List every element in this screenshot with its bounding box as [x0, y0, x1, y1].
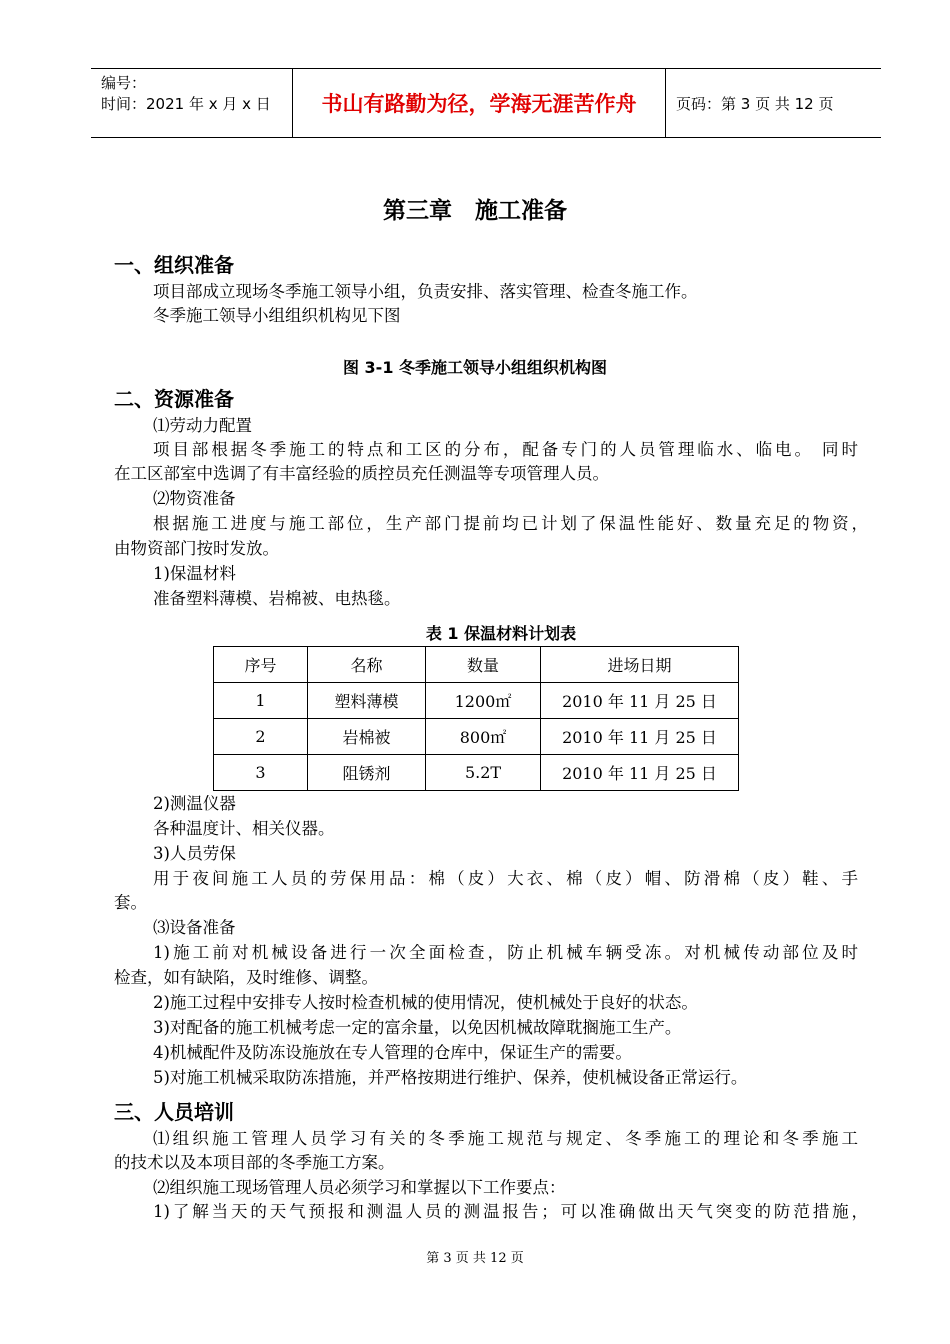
header-motto: 书山有路勤为径，学海无涯苦作舟: [293, 69, 666, 137]
table-cell: 2010 年 11 月 25 日: [541, 683, 739, 719]
paragraph: 用于夜间施工人员的劳保用品：棉（皮）大衣、棉（皮）帽、防滑棉（皮）鞋、手: [153, 869, 858, 888]
paragraph: 套。: [114, 893, 147, 912]
table-cell: 3: [214, 755, 308, 791]
table-row: [214, 719, 739, 755]
paragraph: 项目部根据冬季施工的特点和工区的分布，配备专门的人员管理临水、临电。 同时: [153, 440, 858, 459]
paragraph: 准备塑料薄模、岩棉被、电热毯。: [153, 589, 401, 608]
header-time-label: 时间：2021 年 x 月 x 日: [101, 95, 271, 113]
subheading: ⑴劳动力配置: [153, 416, 252, 435]
paragraph: 各种温度计、相关仪器。: [153, 819, 335, 838]
paragraph: 5)对施工机械采取防冻措施，并严格按期进行维护、保养，使机械设备正常运行。: [153, 1068, 748, 1087]
subheading: ⑶设备准备: [153, 918, 236, 937]
paragraph: 由物资部门按时发放。: [114, 539, 279, 558]
material-plan-table: [213, 646, 739, 791]
table-caption: 表 1 保温材料计划表: [425, 624, 577, 643]
paragraph: ⑵组织施工现场管理人员必须学习和掌握以下工作要点：: [153, 1178, 566, 1197]
table-cell: 800㎡: [426, 719, 541, 755]
chapter-title: 第三章 施工准备: [383, 198, 567, 224]
paragraph: 检查，如有缺陷，及时维修、调整。: [114, 968, 378, 987]
section-heading-organization: 一、组织准备: [114, 253, 234, 277]
table-cell: 2010 年 11 月 25 日: [541, 719, 739, 755]
paragraph: 的技术以及本项目部的冬季施工方案。: [114, 1153, 395, 1172]
paragraph: 根据施工进度与施工部位，生产部门提前均已计划了保温性能好、数量充足的物资，: [153, 514, 868, 533]
table-header-cell: 进场日期: [541, 647, 739, 683]
subheading: 2)测温仪器: [153, 794, 236, 813]
paragraph: ⑴组织施工管理人员学习有关的冬季施工规范与规定、冬季施工的理论和冬季施工: [153, 1129, 858, 1148]
table-cell: 岩棉被: [308, 719, 426, 755]
page-header: [91, 68, 881, 138]
table-cell: 塑料薄模: [308, 683, 426, 719]
figure-caption: 图 3-1 冬季施工领导小组组织机构图: [342, 358, 608, 377]
table-cell: 阻锈剂: [308, 755, 426, 791]
section-heading-resources: 二、资源准备: [114, 387, 234, 411]
table-cell: 5.2T: [426, 755, 541, 791]
table-cell: 2010 年 11 月 25 日: [541, 755, 739, 791]
table-cell: 1200㎡: [426, 683, 541, 719]
paragraph: 冬季施工领导小组组织机构见下图: [153, 306, 401, 325]
table-cell: 1: [214, 683, 308, 719]
subheading: ⑵物资准备: [153, 489, 236, 508]
paragraph: 在工区部室中选调了有丰富经验的质控员充任测温等专项管理人员。: [114, 464, 609, 483]
header-number-label: 编号：: [101, 74, 147, 92]
header-page-info: 页码：第 3 页 共 12 页: [676, 94, 834, 113]
paragraph: 项目部成立现场冬季施工领导小组，负责安排、落实管理、检查冬施工作。: [153, 282, 698, 301]
page-footer: 第 3 页 共 12 页: [426, 1251, 524, 1266]
table-header-cell: 序号: [214, 647, 308, 683]
paragraph: 1)了解当天的天气预报和测温人员的测温报告；可以准确做出天气突变的防范措施，: [153, 1202, 868, 1221]
table-header-cell: 名称: [308, 647, 426, 683]
table-header-row: [214, 647, 739, 683]
paragraph: 3)对配备的施工机械考虑一定的富余量，以免因机械故障耽搁施工生产。: [153, 1018, 682, 1037]
paragraph: 1)施工前对机械设备进行一次全面检查，防止机械车辆受冻。对机械传动部位及时: [153, 943, 858, 962]
header-meta: [91, 69, 293, 137]
section-heading-training: 三、人员培训: [114, 1100, 234, 1124]
table-row: [214, 683, 739, 719]
paragraph: 2)施工过程中安排专人按时检查机械的使用情况，使机械处于良好的状态。: [153, 993, 698, 1012]
paragraph: 4)机械配件及防冻设施放在专人管理的仓库中，保证生产的需要。: [153, 1043, 632, 1062]
table-cell: 2: [214, 719, 308, 755]
table-row: [214, 755, 739, 791]
subheading: 1)保温材料: [153, 564, 236, 583]
subheading: 3)人员劳保: [153, 844, 236, 863]
table-header-cell: 数量: [426, 647, 541, 683]
